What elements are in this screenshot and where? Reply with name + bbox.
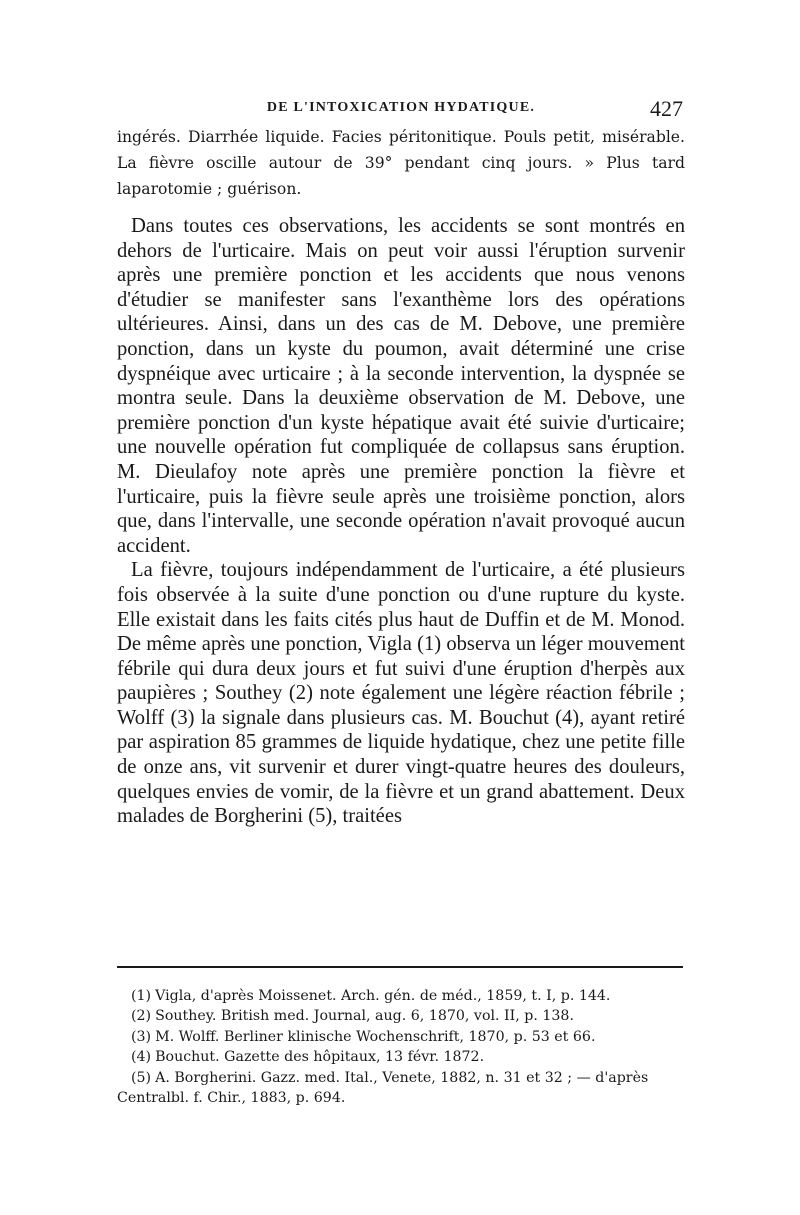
footnotes	[117, 986, 685, 1108]
footnote-number: (5)	[131, 1069, 152, 1086]
footnote-number: (3)	[131, 1028, 152, 1045]
footnote-1	[117, 986, 685, 1006]
page-body	[117, 96, 685, 829]
paragraph-1: Dans toutes ces observations, les accidents se sont montrés en dehors de l'urticaire. Mais on peut voir aussi l'éruption survenir après une première ponction et les accidents que nous venons d'étudier se manifester sans l'exanthème lors des opérations ultérieures. Ainsi, dans un des cas de M. Debove, une première ponction, dans un kyste du poumon, avait déterminé une crise dyspnéique avec urticaire ; à la seconde intervention, la dyspnée se montra seule. Dans la deuxième observation de M. Debove, une première ponction d'un kyste hépatique avait été suivie d'urticaire; une nouvelle opération fut compliquée de collapsus sans éruption. M. Dieulafoy note après une première ponction la fièvre et l'urticaire, puis la fièvre seule après une troisième ponction, alors que, dans l'intervalle, une seconde opération n'avait provoqué aucun accident.	[117, 215, 685, 557]
footnote-rule	[117, 966, 683, 968]
footnote-text: M. Wolff. Berliner klinische Wochenschrift, 1870, p. 53 et 66.	[155, 1028, 596, 1045]
footnote-3	[117, 1027, 685, 1047]
page-number: 427	[650, 96, 683, 121]
footnote-number: (4)	[131, 1049, 152, 1066]
footnote-2	[117, 1006, 685, 1026]
footnote-text: Vigla, d'après Moissenet. Arch. gén. de méd., 1859, t. I, p. 144.	[155, 988, 611, 1004]
paragraph-2: La fièvre, toujours indépendamment de l'urticaire, a été plusieurs fois observée à la suite d'une ponction ou d'une rupture du kyste. Elle existait dans les faits cités plus haut de Duffin et de M. Monod. De même après une ponction, Vigla (1) observa un léger mouvement fébrile qui dura deux jours et fut suivi d'une éruption d'herpès aux paupières ; Southey (2) note également une légère réaction fébrile ; Wolff (3) la signale dans plusieurs cas. M. Bouchut (4), ayant retiré par aspiration 85 grammes de liquide hydatique, chez une petite fille de onze ans, vit survenir et durer vingt-quatre heures des douleurs, quelques envies de vomir, de la fièvre et un grand abattement. Deux malades de Borgherini (5), traitées	[117, 559, 685, 828]
footnote-4	[117, 1047, 685, 1067]
page-header	[117, 96, 685, 122]
footnote-number: (1)	[131, 988, 152, 1004]
footnote-number: (2)	[131, 1008, 152, 1025]
quote-continuation: ingérés. Diarrhée liquide. Facies péritonitique. Pouls petit, misérable. La fièvre oscille autour de 39° pendant cinq jours. » Plus tard laparotomie ; guérison.	[117, 128, 685, 198]
running-head: DE L'INTOXICATION HYDATIQUE.	[266, 100, 536, 115]
footnote-text: A. Borgherini. Gazz. med. Ital., Venete, 1882, n. 31 et 32 ; — d'après	[155, 1069, 649, 1086]
footnote-text: Southey. British med. Journal, aug. 6, 1870, vol. II, p. 138.	[155, 1008, 574, 1025]
footnote-5-continuation: Centralbl. f. Chir., 1883, p. 694.	[117, 1090, 346, 1107]
footnote-5	[117, 1068, 685, 1088]
footnote-text: Bouchut. Gazette des hôpitaux, 13 févr. 1872.	[155, 1049, 485, 1066]
